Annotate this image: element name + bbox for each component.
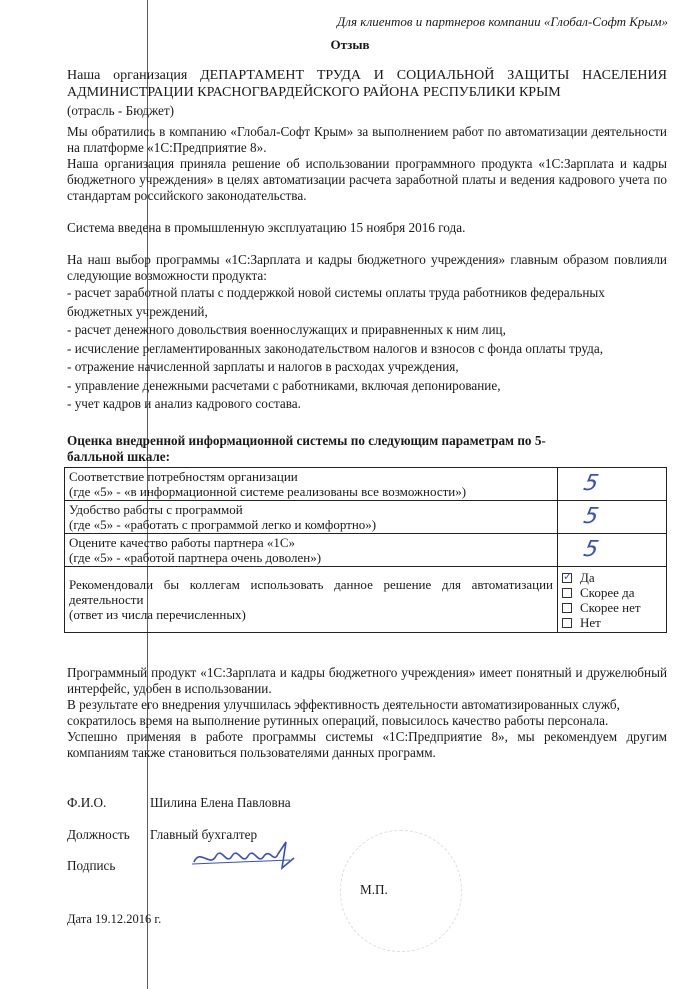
fio-value: Шилина Елена Павловна <box>150 795 291 810</box>
org-name: ДЕПАРТАМЕНТ ТРУДА И СОЦИАЛЬНОЙ ЗАЩИТЫ НАСЕЛЕНИЯ АДМИНИСТРАЦИИ КРАСНОГВАРДЕЙСКОГО РАЙОНА РЕСПУБЛИКИ КРЫМ <box>67 68 667 100</box>
table-row <box>65 534 667 567</box>
closing-paragraph-1: Программный продукт «1С:Зарплата и кадры бюджетного учреждения» имеет понятный и дружелюбный интерфейс, удобен в использовании. <box>67 665 667 696</box>
evaluation-table <box>64 467 667 633</box>
score-cell <box>558 501 667 534</box>
feature-item: - исчисление регламентированных законодательством налогов и взносов с фонда оплаты труда, <box>67 340 604 356</box>
feature-item: - расчет заработной платы с поддержкой новой системы оплаты труда работников федеральных бюджетных учреждений, <box>67 285 605 319</box>
option-rather-no[interactable]: Скорее нет <box>562 600 662 615</box>
options-cell <box>558 567 667 633</box>
feature-item: - расчет денежного довольствия военнослужащих и приравненных к ним лиц, <box>67 322 506 337</box>
checkbox[interactable] <box>562 603 572 613</box>
score-cell <box>558 534 667 567</box>
table-row <box>65 468 667 501</box>
org-industry: (отрасль - Бюджет) <box>67 103 175 118</box>
feature-item: - учет кадров и анализ кадрового состава. <box>67 396 301 411</box>
stamp-impression <box>340 830 462 952</box>
criterion-cell: Соответствие потребностям организации (где «5» - «в информационной системе реализованы все возможности») <box>65 468 558 501</box>
feature-item: - управление денежными расчетами с работниками, включая депонирование, <box>67 377 501 393</box>
criterion-cell: Оцените качество работы партнера «1С» (где «5» - «работой партнера очень доволен») <box>65 534 558 567</box>
position-value: Главный бухгалтер <box>150 827 258 842</box>
handwritten-score: 5 <box>581 536 601 562</box>
document-title: Отзыв <box>330 37 370 52</box>
criterion-cell: Рекомендовали бы коллегам использовать данное решение для автоматизации деятельности (ответ из числа перечисленных) <box>65 567 558 633</box>
handwritten-score: 5 <box>581 503 601 529</box>
criterion-cell: Удобство работы с программой (где «5» - «работать с программой легко и комфортно») <box>65 501 558 534</box>
evaluation-heading: Оценка внедренной информационной системы по следующим параметрам по 5-балльной шкале: <box>67 433 546 464</box>
handwritten-signature <box>190 838 300 874</box>
signature-label: Подпись <box>67 858 116 873</box>
intro-paragraph-4: На наш выбор программы «1С:Зарплата и кадры бюджетного учреждения» главным образом повлияли следующие возможности продукта: <box>67 252 667 283</box>
checkbox[interactable] <box>562 588 572 598</box>
stamp-label: М.П. <box>360 882 388 897</box>
intro-paragraph-2: Наша организация приняла решение об использовании программного продукта «1С:Зарплата и кадры бюджетного учреждения» в целях автоматизации расчета заработной платы и ведения кадрового учета по стандартам российского законодательства. <box>67 156 667 203</box>
features-list <box>67 284 667 414</box>
checkbox[interactable] <box>562 618 572 628</box>
table-row <box>65 567 667 633</box>
org-prefix: Наша организация <box>67 68 188 83</box>
position-label: Должность <box>67 827 130 842</box>
client-header: Для клиентов и партнеров компании «Глобал-Софт Крым» <box>337 14 668 29</box>
option-no[interactable]: Нет <box>562 615 662 630</box>
closing-paragraph-2: В результате его внедрения улучшилась эффективность деятельности автоматизированных служб, сократилось время на выполнение рутинных операций, повысилось качество работы персонала. <box>67 697 620 728</box>
score-cell <box>558 468 667 501</box>
feature-item: - отражение начисленной зарплаты и налогов в расходах учреждения, <box>67 359 459 374</box>
option-yes[interactable]: ✓ Да <box>563 569 595 585</box>
option-rather-yes[interactable]: Скорее да <box>562 585 662 600</box>
document-date: Дата 19.12.2016 г. <box>67 912 162 926</box>
intro-paragraph-1: Мы обратились в компанию «Глобал-Софт Крым» за выполнением работ по автоматизации деятельности на платформе «1С:Предприятие 8». <box>67 124 667 155</box>
table-row <box>65 501 667 534</box>
closing-paragraph-3: Успешно применяя в работе программы системы «1С:Предприятие 8», мы рекомендуем другим компаниям также становиться пользователями данных программ. <box>67 729 667 760</box>
handwritten-score: 5 <box>581 470 601 496</box>
intro-paragraph-3: Система введена в промышленную эксплуатацию 15 ноября 2016 года. <box>67 220 466 235</box>
org-paragraph <box>67 67 667 101</box>
fio-label: Ф.И.О. <box>67 795 107 810</box>
checkbox-checked[interactable]: ✓ <box>563 570 573 583</box>
